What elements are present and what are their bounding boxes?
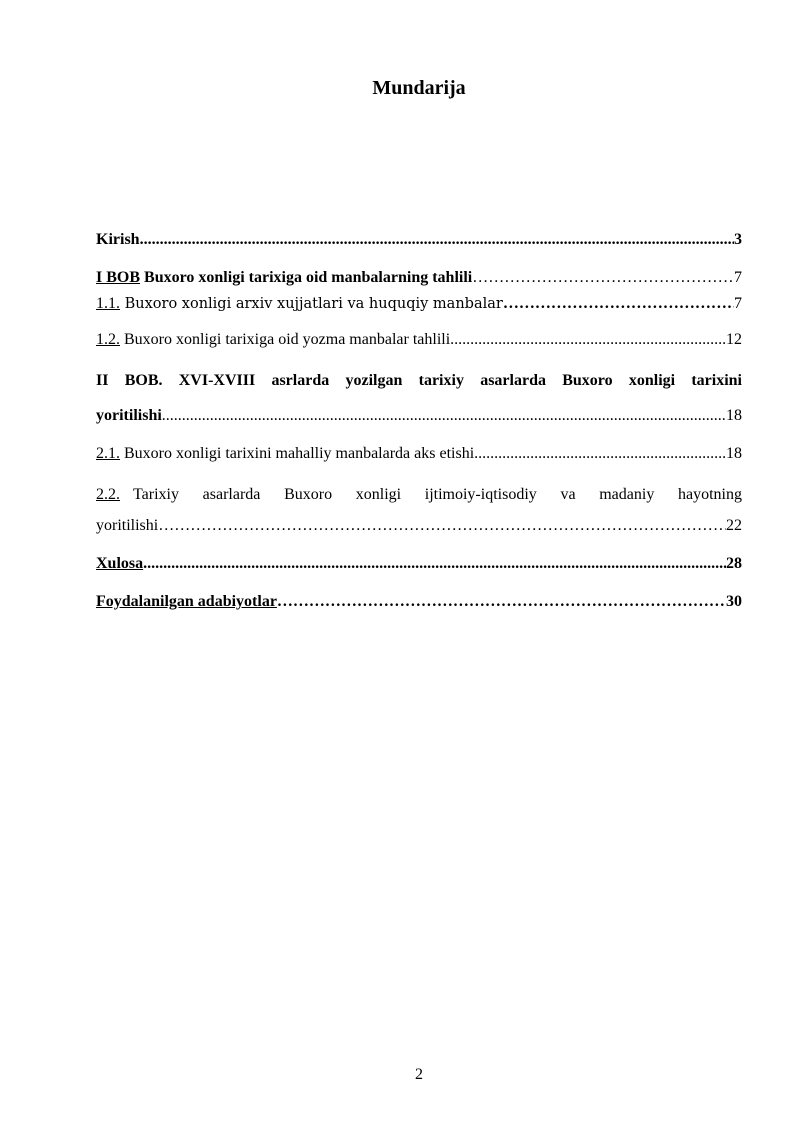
toc-1-1-number: 1.1. [96, 295, 120, 312]
toc-entry-1-2[interactable] [96, 328, 742, 352]
toc-leader [140, 228, 734, 252]
toc-2-2-line1: Tarixiy asarlarda Buxoro xonligi ijtimoiy-iqtisodiy va madaniy hayotning [133, 486, 742, 503]
toc-2-1-page: 18 [726, 445, 742, 462]
toc-entry-2-2[interactable] [96, 483, 742, 538]
toc-leader [474, 442, 726, 466]
toc-bob1-page: 7 [734, 269, 742, 286]
toc-xulosa-page: 28 [726, 555, 742, 572]
toc-xulosa-label: Xulosa [96, 555, 144, 572]
toc-1-2-label: Buxoro xonligi tarixiga oid yozma manbalar tahlili [120, 331, 451, 348]
toc-leader [472, 266, 734, 290]
toc-leader [162, 404, 726, 428]
toc-leader [277, 590, 726, 614]
toc-leader [158, 514, 726, 538]
toc-kirish-page: 3 [734, 231, 742, 248]
toc-2-1-number: 2.1. [96, 445, 120, 462]
toc-entry-adabiyotlar[interactable] [96, 590, 742, 614]
page-title: Mundarija [372, 77, 466, 99]
toc-adabiyot-page: 30 [726, 593, 742, 610]
toc-entry-bob2[interactable] [96, 369, 742, 428]
toc-2-2-line2: yoritilishi [96, 517, 159, 534]
toc-entry-2-1[interactable] [96, 442, 742, 466]
toc-bob1-label: Buxoro xonligi tarixiga oid manbalarning tahlili [140, 269, 473, 286]
toc-bob2-line2: yoritilishi [96, 407, 162, 424]
toc-1-1-page: 7 [734, 295, 742, 312]
toc-bob1-prefix: I BOB [96, 269, 141, 286]
toc-bob2-line1: II BOB. XVI-XVIII asrlarda yozilgan tarixiy asarlarda Buxoro xonligi tarixini [96, 372, 742, 389]
page-number: 2 [415, 1066, 423, 1083]
toc-entry-1-1[interactable] [96, 292, 742, 316]
toc-entry-bob1[interactable] [96, 266, 742, 290]
toc-adabiyot-label: Foydalanilgan adabiyotlar [96, 593, 277, 610]
toc-2-2-page: 22 [726, 517, 742, 534]
toc-1-2-page: 12 [726, 331, 742, 348]
toc-leader [450, 328, 726, 352]
toc-2-2-number: 2.2. [96, 486, 120, 503]
toc-kirish-label: Kirish [96, 231, 140, 248]
toc-leader [143, 552, 726, 576]
toc-entry-xulosa[interactable] [96, 552, 742, 576]
toc-1-1-label: Buxoro xonligi arxiv xujjatlari va huquqiy manbalar [120, 296, 503, 312]
toc-1-2-number: 1.2. [96, 331, 120, 348]
toc-bob2-page: 18 [726, 407, 742, 424]
toc-leader [503, 292, 734, 316]
toc-entry-kirish[interactable] [96, 228, 742, 252]
table-of-contents [96, 228, 742, 614]
toc-2-1-label: Buxoro xonligi tarixini mahalliy manbalarda aks etishi [120, 445, 475, 462]
